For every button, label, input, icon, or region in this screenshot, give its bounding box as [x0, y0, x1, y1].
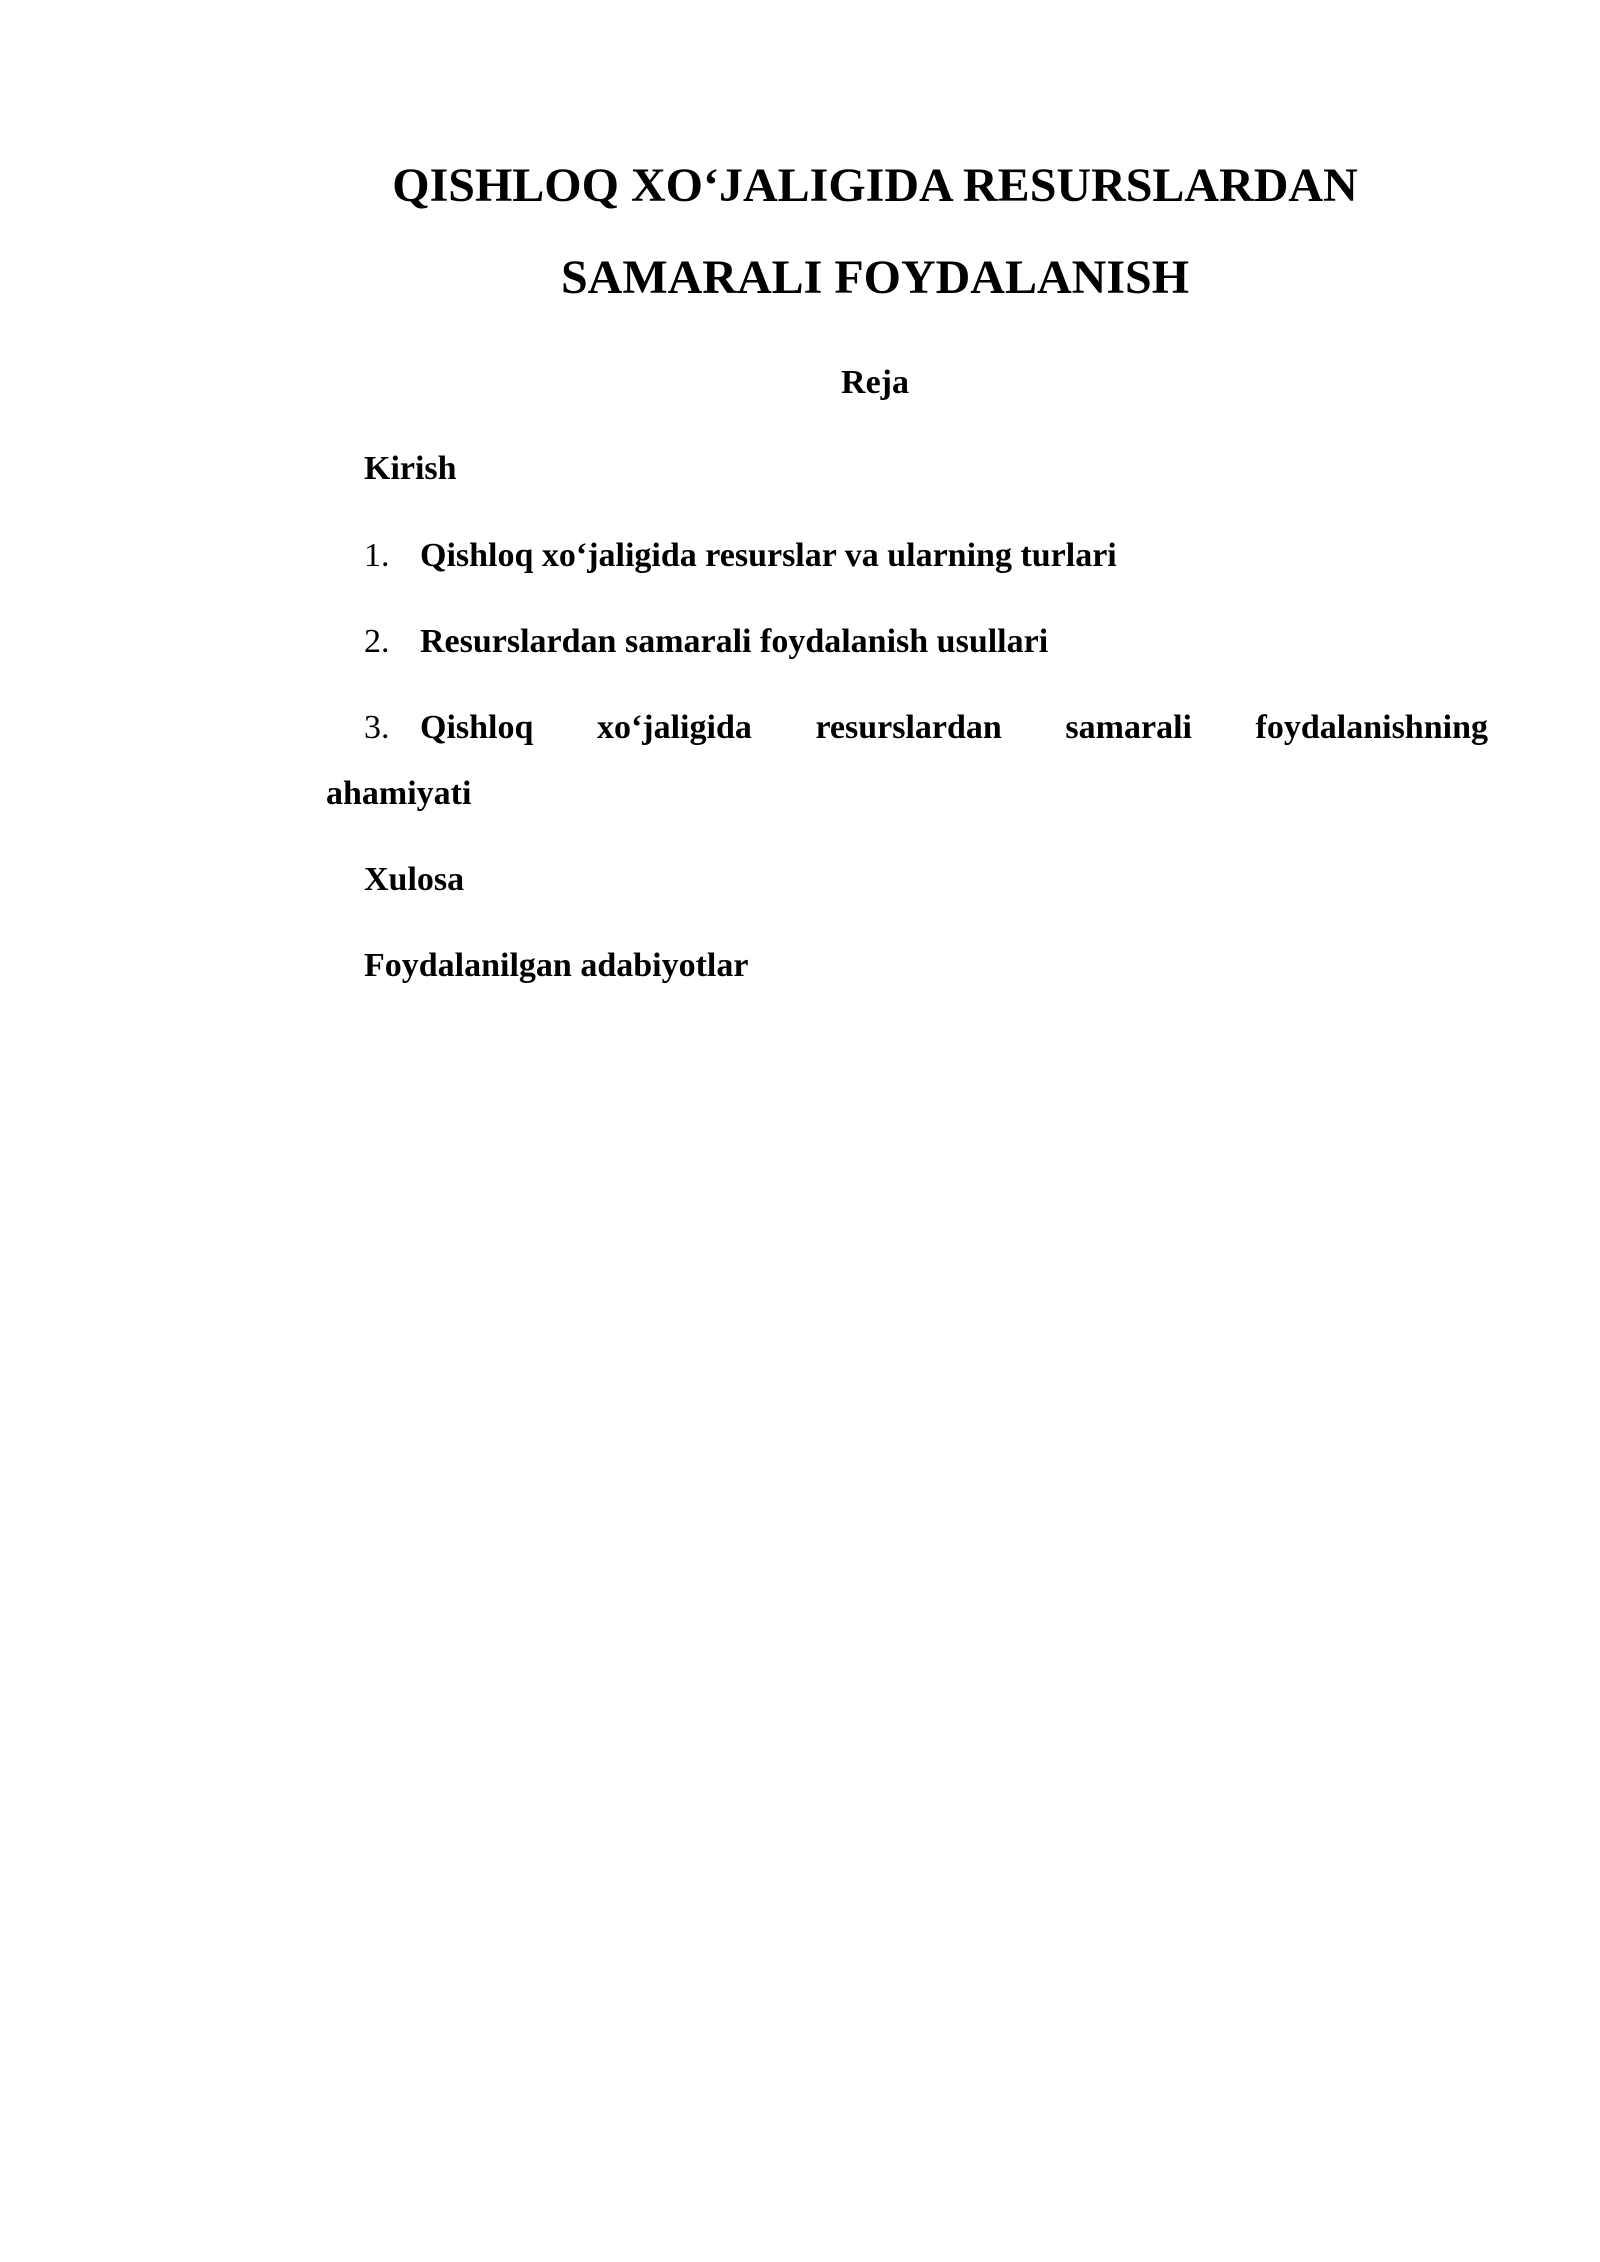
plan-item-1 — [364, 535, 1117, 577]
plan-item-3-word: samarali — [1065, 709, 1192, 746]
plan-item-3 — [364, 707, 1488, 749]
plan-item-1-number: 1. — [364, 537, 390, 574]
plan-item-3-continuation: ahamiyati — [326, 775, 472, 812]
document-title-line-2: SAMARALI FOYDALANISH — [560, 251, 1190, 304]
plan-item-2 — [364, 621, 1048, 663]
plan-item-2-number: 2. — [364, 623, 390, 660]
document-title-line-1: QISHLOQ XO‘JALIGIDA RESURSLARDAN — [392, 159, 1358, 212]
plan-item-intro: Kirish — [364, 450, 457, 487]
plan-item-2-text: Resurslardan samarali foydalanish usullari — [420, 623, 1049, 660]
plan-item-3-first — [364, 707, 533, 749]
plan-heading: Reja — [841, 364, 909, 401]
plan-item-3-word: resurslardan — [815, 709, 1002, 746]
plan-item-3-number: 3. — [364, 709, 390, 746]
plan-item-3-word: foydalanishning — [1255, 709, 1488, 746]
plan-item-3-word: xo‘jaligida — [596, 709, 752, 746]
plan-item-references: Foydalanilgan adabiyotlar — [364, 947, 749, 984]
plan-item-1-text: Qishloq xo‘jaligida resurslar va ularning turlari — [420, 537, 1117, 574]
plan-item-3-word: Qishloq — [420, 709, 534, 746]
plan-item-conclusion: Xulosa — [364, 861, 465, 898]
